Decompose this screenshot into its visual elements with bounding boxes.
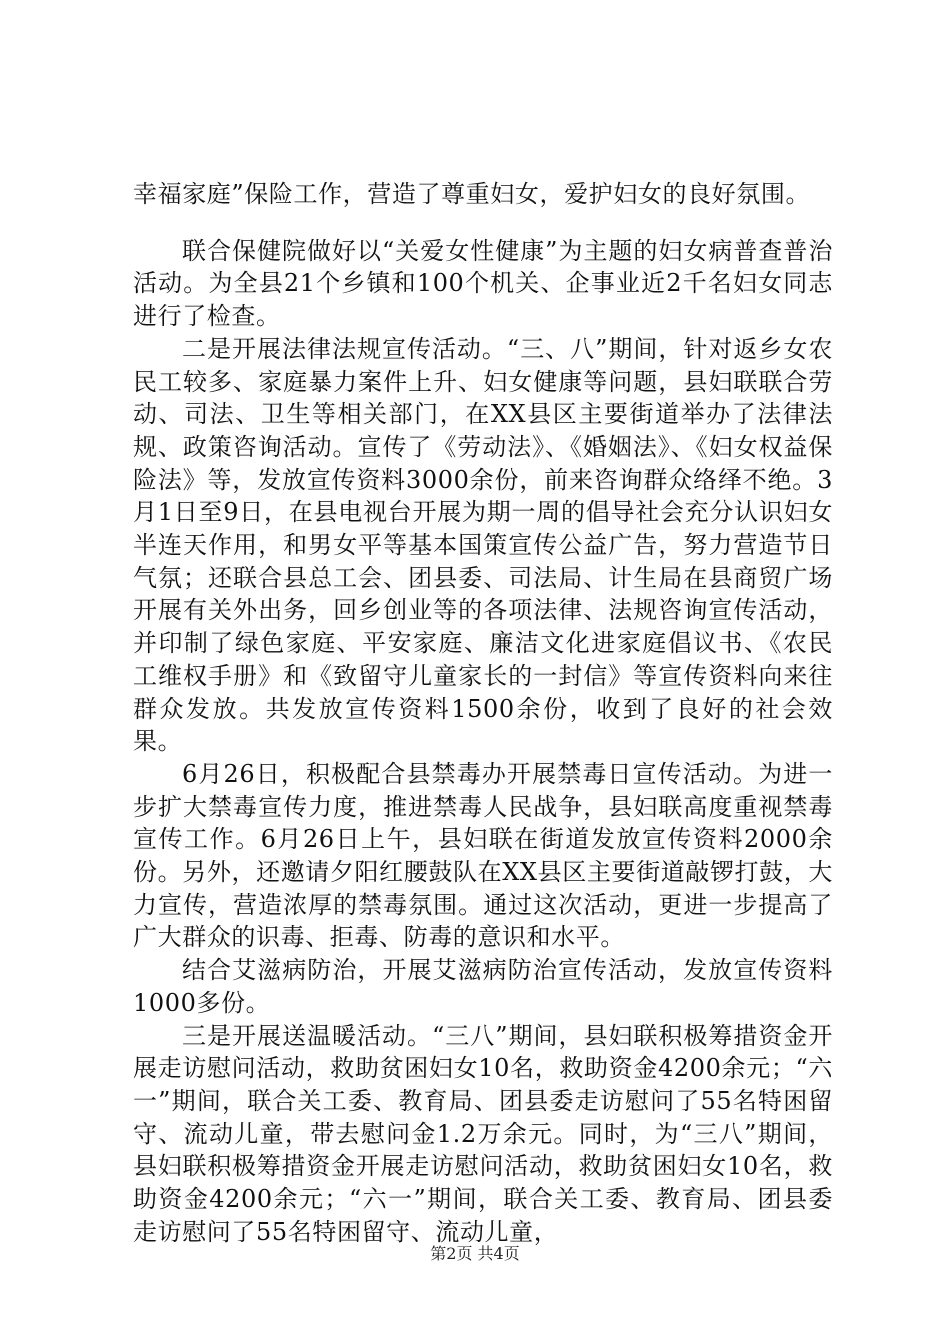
paragraph-legal-publicity: 二是开展法律法规宣传活动。“三、八”期间，针对返乡女农民工较多、家庭暴力案件上升、妇女健康等问题，县妇联联合劳动、司法、卫生等相关部门，在XX县区主要街道举办了法律法规、政策咨询活动。宣传了《劳动法》、《婚姻法》、《妇女权益保险法》等，发放宣传资料3000余份，前来咨询群众络绎不绝。3月1日至9日，在县电视台开展为期一周的倡导社会充分认识妇女半连天作用，和男女平等基本国策宣传公益广告，努力营造节日气氛；还联合县总工会、团县委、司法局、计生局在县商贸广场开展有关外出务，回乡创业等的各项法律、法规咨询宣传活动，并印制了绿色家庭、平安家庭、廉洁文化进家庭倡议书、《农民工维权手册》和《致留守儿童家长的一封信》等宣传资料向来往群众发放。共发放宣传资料1500余份，收到了良好的社会效果。: [133, 334, 833, 756]
paragraph-anti-drug: 6月26日，积极配合县禁毒办开展禁毒日宣传活动。为进一步扩大禁毒宣传力度，推进禁毒人民战争，县妇联高度重视禁毒宣传工作。6月26日上午，县妇联在街道发放宣传资料2000余份。另外，还邀请夕阳红腰鼓队在XX县区主要街道敲锣打鼓，大力宣传，营造浓厚的禁毒氛围。通过这次活动，更进一步提高了广大群众的识毒、拒毒、防毒的意识和水平。: [133, 759, 833, 952]
paragraph-warmth-activity: 三是开展送温暖活动。“三八”期间，县妇联积极筹措资金开展走访慰问活动，救助贫困妇女10名，救助资金4200余元；“六一”期间，联合关工委、教育局、团县委走访慰问了55名特困留守、流动儿童，带去慰问金1.2万余元。同时，为“三八”期间，县妇联积极筹措资金开展走访慰问活动，救助贫困妇女10名，救助资金4200余元；“六一”期间，联合关工委、教育局、团县委走访慰问了55名特困留守、流动儿童，: [133, 1021, 833, 1246]
paragraph-aids-prevention: 结合艾滋病防治，开展艾滋病防治宣传活动，发放宣传资料1000多份。: [133, 956, 833, 1017]
document-body: [133, 178, 833, 1249]
paragraph-continuation: 幸福家庭”保险工作，营造了尊重妇女，爱护妇女的良好氛围。: [133, 180, 811, 208]
page-number-footer: 第2页 共4页: [430, 1244, 520, 1263]
paragraph-health-screening: 联合保健院做好以“关爱女性健康”为主题的妇女病普查普治活动。为全县21个乡镇和100个机关、企事业近2千名妇女同志进行了检查。: [133, 236, 833, 331]
